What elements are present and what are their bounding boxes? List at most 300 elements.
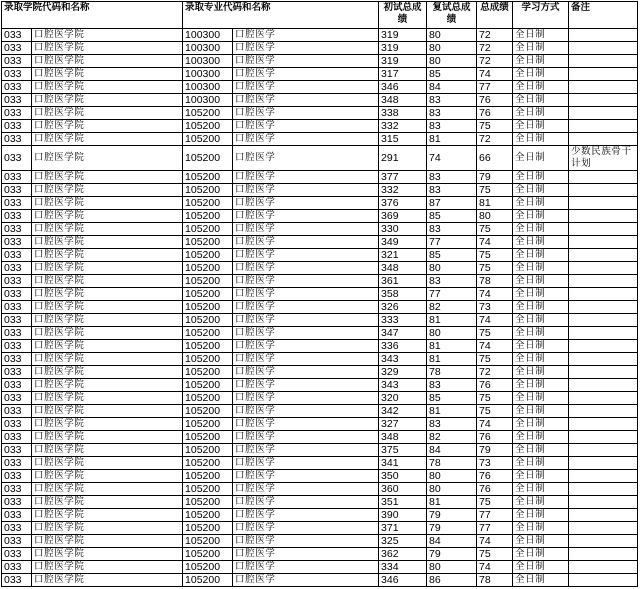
major-code-cell: 105200 — [183, 444, 233, 457]
total-score-cell: 75 — [477, 353, 513, 366]
table-row — [2, 327, 638, 340]
prelim-score-cell: 361 — [379, 275, 427, 288]
prelim-score-cell: 360 — [379, 483, 427, 496]
college-code-cell: 033 — [2, 262, 32, 275]
table-row — [2, 223, 638, 236]
study-mode-cell: 全日制 — [513, 470, 569, 483]
total-score-cell: 76 — [477, 431, 513, 444]
total-score-cell: 77 — [477, 81, 513, 94]
major-code-cell: 105200 — [183, 171, 233, 184]
total-score-cell: 74 — [477, 68, 513, 81]
college-name-cell: 口腔医学院 — [32, 146, 183, 171]
prelim-score-cell: 319 — [379, 42, 427, 55]
table-row — [2, 42, 638, 55]
prelim-score-cell: 332 — [379, 120, 427, 133]
retest-score-cell: 81 — [427, 133, 477, 146]
remark-cell — [569, 197, 638, 210]
retest-score-cell: 80 — [427, 42, 477, 55]
college-code-cell: 033 — [2, 223, 32, 236]
table-row — [2, 120, 638, 133]
major-code-cell: 105200 — [183, 561, 233, 574]
college-name-cell: 口腔医学院 — [32, 210, 183, 223]
retest-score-cell: 85 — [427, 392, 477, 405]
remark-cell — [569, 120, 638, 133]
retest-score-cell: 86 — [427, 574, 477, 587]
major-code-cell: 105200 — [183, 223, 233, 236]
major-code-cell: 105200 — [183, 483, 233, 496]
college-code-cell: 033 — [2, 431, 32, 444]
retest-score-cell: 80 — [427, 29, 477, 42]
remark-cell — [569, 262, 638, 275]
total-score-cell: 79 — [477, 444, 513, 457]
college-name-cell: 口腔医学院 — [32, 561, 183, 574]
major-code-cell: 105200 — [183, 133, 233, 146]
major-name-cell: 口腔医学 — [233, 392, 379, 405]
major-name-cell: 口腔医学 — [233, 262, 379, 275]
total-score-cell: 75 — [477, 327, 513, 340]
total-score-cell: 74 — [477, 535, 513, 548]
major-code-cell: 105200 — [183, 457, 233, 470]
college-name-cell: 口腔医学院 — [32, 236, 183, 249]
prelim-score-cell: 341 — [379, 457, 427, 470]
college-name-cell: 口腔医学院 — [32, 431, 183, 444]
total-score-cell: 76 — [477, 107, 513, 120]
college-name-cell: 口腔医学院 — [32, 68, 183, 81]
major-name-cell: 口腔医学 — [233, 42, 379, 55]
major-name-cell: 口腔医学 — [233, 223, 379, 236]
college-code-cell: 033 — [2, 249, 32, 262]
retest-score-cell: 83 — [427, 94, 477, 107]
major-name-cell: 口腔医学 — [233, 236, 379, 249]
major-name-cell: 口腔医学 — [233, 133, 379, 146]
total-score-cell: 76 — [477, 483, 513, 496]
study-mode-cell: 全日制 — [513, 236, 569, 249]
major-name-cell: 口腔医学 — [233, 314, 379, 327]
major-code-cell: 105200 — [183, 535, 233, 548]
retest-score-cell: 83 — [427, 107, 477, 120]
major-name-cell: 口腔医学 — [233, 68, 379, 81]
retest-score-cell: 85 — [427, 68, 477, 81]
total-score-cell: 78 — [477, 275, 513, 288]
major-code-cell: 105200 — [183, 431, 233, 444]
college-code-cell: 033 — [2, 366, 32, 379]
major-code-cell: 105200 — [183, 262, 233, 275]
table-row — [2, 340, 638, 353]
table-row — [2, 496, 638, 509]
college-name-cell: 口腔医学院 — [32, 548, 183, 561]
study-mode-cell: 全日制 — [513, 301, 569, 314]
study-mode-cell: 全日制 — [513, 392, 569, 405]
retest-score-cell: 84 — [427, 444, 477, 457]
remark-cell — [569, 327, 638, 340]
header-retest-score: 复试总成绩 — [427, 2, 477, 29]
major-name-cell: 口腔医学 — [233, 94, 379, 107]
major-code-cell: 105200 — [183, 353, 233, 366]
prelim-score-cell: 338 — [379, 107, 427, 120]
prelim-score-cell: 317 — [379, 68, 427, 81]
college-code-cell: 033 — [2, 275, 32, 288]
study-mode-cell: 全日制 — [513, 561, 569, 574]
remark-cell — [569, 379, 638, 392]
college-name-cell: 口腔医学院 — [32, 509, 183, 522]
college-code-cell: 033 — [2, 327, 32, 340]
remark-cell — [569, 392, 638, 405]
table-row — [2, 314, 638, 327]
retest-score-cell: 81 — [427, 353, 477, 366]
total-score-cell: 74 — [477, 314, 513, 327]
college-code-cell: 033 — [2, 561, 32, 574]
table-row — [2, 68, 638, 81]
study-mode-cell: 全日制 — [513, 535, 569, 548]
prelim-score-cell: 390 — [379, 509, 427, 522]
prelim-score-cell: 332 — [379, 184, 427, 197]
remark-cell — [569, 288, 638, 301]
total-score-cell: 75 — [477, 496, 513, 509]
prelim-score-cell: 336 — [379, 340, 427, 353]
header-study-mode: 学习方式 — [513, 2, 569, 29]
total-score-cell: 73 — [477, 457, 513, 470]
college-name-cell: 口腔医学院 — [32, 42, 183, 55]
retest-score-cell: 84 — [427, 535, 477, 548]
prelim-score-cell: 333 — [379, 314, 427, 327]
table-row — [2, 94, 638, 107]
table-row — [2, 457, 638, 470]
retest-score-cell: 80 — [427, 55, 477, 68]
college-name-cell: 口腔医学院 — [32, 314, 183, 327]
study-mode-cell: 全日制 — [513, 340, 569, 353]
major-name-cell: 口腔医学 — [233, 197, 379, 210]
college-code-cell: 033 — [2, 288, 32, 301]
prelim-score-cell: 327 — [379, 418, 427, 431]
retest-score-cell: 81 — [427, 340, 477, 353]
major-name-cell: 口腔医学 — [233, 107, 379, 120]
college-name-cell: 口腔医学院 — [32, 249, 183, 262]
prelim-score-cell: 321 — [379, 249, 427, 262]
major-name-cell: 口腔医学 — [233, 548, 379, 561]
retest-score-cell: 80 — [427, 327, 477, 340]
table-row — [2, 288, 638, 301]
header-total-score: 总成绩 — [477, 2, 513, 29]
table-row — [2, 444, 638, 457]
prelim-score-cell: 315 — [379, 133, 427, 146]
major-code-cell: 100300 — [183, 29, 233, 42]
retest-score-cell: 83 — [427, 171, 477, 184]
study-mode-cell: 全日制 — [513, 431, 569, 444]
remark-cell — [569, 184, 638, 197]
prelim-score-cell: 362 — [379, 548, 427, 561]
total-score-cell: 75 — [477, 120, 513, 133]
major-code-cell: 105200 — [183, 340, 233, 353]
college-name-cell: 口腔医学院 — [32, 418, 183, 431]
retest-score-cell: 87 — [427, 197, 477, 210]
college-code-cell: 033 — [2, 535, 32, 548]
major-code-cell: 105200 — [183, 275, 233, 288]
major-name-cell: 口腔医学 — [233, 210, 379, 223]
college-name-cell: 口腔医学院 — [32, 197, 183, 210]
major-name-cell: 口腔医学 — [233, 509, 379, 522]
table-row — [2, 574, 638, 587]
retest-score-cell: 83 — [427, 379, 477, 392]
major-name-cell: 口腔医学 — [233, 470, 379, 483]
prelim-score-cell: 371 — [379, 522, 427, 535]
prelim-score-cell: 343 — [379, 379, 427, 392]
total-score-cell: 77 — [477, 522, 513, 535]
study-mode-cell: 全日制 — [513, 522, 569, 535]
college-code-cell: 033 — [2, 236, 32, 249]
college-name-cell: 口腔医学院 — [32, 223, 183, 236]
college-name-cell: 口腔医学院 — [32, 574, 183, 587]
major-code-cell: 105200 — [183, 392, 233, 405]
retest-score-cell: 78 — [427, 457, 477, 470]
major-name-cell: 口腔医学 — [233, 418, 379, 431]
college-name-cell: 口腔医学院 — [32, 94, 183, 107]
table-row — [2, 197, 638, 210]
college-name-cell: 口腔医学院 — [32, 171, 183, 184]
major-code-cell: 105200 — [183, 522, 233, 535]
table-row — [2, 470, 638, 483]
major-code-cell: 105200 — [183, 327, 233, 340]
prelim-score-cell: 326 — [379, 301, 427, 314]
table-row — [2, 405, 638, 418]
study-mode-cell: 全日制 — [513, 405, 569, 418]
study-mode-cell: 全日制 — [513, 509, 569, 522]
total-score-cell: 75 — [477, 392, 513, 405]
remark-cell — [569, 314, 638, 327]
total-score-cell: 74 — [477, 236, 513, 249]
prelim-score-cell: 375 — [379, 444, 427, 457]
total-score-cell: 74 — [477, 288, 513, 301]
retest-score-cell: 81 — [427, 314, 477, 327]
prelim-score-cell: 351 — [379, 496, 427, 509]
retest-score-cell: 83 — [427, 275, 477, 288]
college-code-cell: 033 — [2, 68, 32, 81]
total-score-cell: 74 — [477, 561, 513, 574]
major-name-cell: 口腔医学 — [233, 55, 379, 68]
remark-cell — [569, 483, 638, 496]
total-score-cell: 73 — [477, 301, 513, 314]
major-code-cell: 105200 — [183, 496, 233, 509]
major-name-cell: 口腔医学 — [233, 81, 379, 94]
major-code-cell: 105200 — [183, 184, 233, 197]
total-score-cell: 72 — [477, 29, 513, 42]
major-name-cell: 口腔医学 — [233, 496, 379, 509]
college-code-cell: 033 — [2, 418, 32, 431]
study-mode-cell: 全日制 — [513, 418, 569, 431]
college-name-cell: 口腔医学院 — [32, 470, 183, 483]
remark-cell — [569, 470, 638, 483]
major-name-cell: 口腔医学 — [233, 379, 379, 392]
college-code-cell: 033 — [2, 340, 32, 353]
total-score-cell: 80 — [477, 210, 513, 223]
retest-score-cell: 85 — [427, 210, 477, 223]
college-code-cell: 033 — [2, 171, 32, 184]
college-name-cell: 口腔医学院 — [32, 496, 183, 509]
college-name-cell: 口腔医学院 — [32, 353, 183, 366]
retest-score-cell: 83 — [427, 120, 477, 133]
table-row — [2, 184, 638, 197]
total-score-cell: 81 — [477, 197, 513, 210]
study-mode-cell: 全日制 — [513, 68, 569, 81]
major-name-cell: 口腔医学 — [233, 301, 379, 314]
major-name-cell: 口腔医学 — [233, 522, 379, 535]
study-mode-cell: 全日制 — [513, 210, 569, 223]
college-code-cell: 033 — [2, 353, 32, 366]
college-code-cell: 033 — [2, 496, 32, 509]
remark-cell — [569, 210, 638, 223]
major-code-cell: 100300 — [183, 42, 233, 55]
major-name-cell: 口腔医学 — [233, 275, 379, 288]
college-code-cell: 033 — [2, 470, 32, 483]
study-mode-cell: 全日制 — [513, 42, 569, 55]
table-row — [2, 379, 638, 392]
study-mode-cell: 全日制 — [513, 574, 569, 587]
study-mode-cell: 全日制 — [513, 314, 569, 327]
total-score-cell: 75 — [477, 223, 513, 236]
college-name-cell: 口腔医学院 — [32, 522, 183, 535]
major-code-cell: 105200 — [183, 509, 233, 522]
remark-cell — [569, 431, 638, 444]
table-row — [2, 522, 638, 535]
college-name-cell: 口腔医学院 — [32, 457, 183, 470]
remark-cell — [569, 418, 638, 431]
major-code-cell: 105200 — [183, 418, 233, 431]
college-code-cell: 033 — [2, 146, 32, 171]
prelim-score-cell: 377 — [379, 171, 427, 184]
table-row — [2, 210, 638, 223]
prelim-score-cell: 347 — [379, 327, 427, 340]
total-score-cell: 76 — [477, 379, 513, 392]
major-code-cell: 100300 — [183, 55, 233, 68]
total-score-cell: 72 — [477, 133, 513, 146]
major-name-cell: 口腔医学 — [233, 483, 379, 496]
remark-cell: 少数民族骨干计划 — [569, 146, 638, 171]
header-major: 录取专业代码和名称 — [183, 2, 379, 29]
college-code-cell: 033 — [2, 81, 32, 94]
table-row — [2, 483, 638, 496]
prelim-score-cell: 369 — [379, 210, 427, 223]
study-mode-cell: 全日制 — [513, 107, 569, 120]
college-code-cell: 033 — [2, 392, 32, 405]
prelim-score-cell: 349 — [379, 236, 427, 249]
college-code-cell: 033 — [2, 509, 32, 522]
retest-score-cell: 74 — [427, 146, 477, 171]
retest-score-cell: 79 — [427, 548, 477, 561]
remark-cell — [569, 107, 638, 120]
study-mode-cell: 全日制 — [513, 133, 569, 146]
college-name-cell: 口腔医学院 — [32, 55, 183, 68]
total-score-cell: 74 — [477, 418, 513, 431]
major-name-cell: 口腔医学 — [233, 457, 379, 470]
major-code-cell: 105200 — [183, 470, 233, 483]
remark-cell — [569, 444, 638, 457]
college-name-cell: 口腔医学院 — [32, 405, 183, 418]
retest-score-cell: 83 — [427, 223, 477, 236]
college-code-cell: 033 — [2, 42, 32, 55]
major-code-cell: 105200 — [183, 288, 233, 301]
table-body — [2, 29, 638, 587]
remark-cell — [569, 94, 638, 107]
table-row — [2, 431, 638, 444]
college-code-cell: 033 — [2, 548, 32, 561]
prelim-score-cell: 320 — [379, 392, 427, 405]
major-code-cell: 100300 — [183, 68, 233, 81]
total-score-cell: 75 — [477, 184, 513, 197]
total-score-cell: 76 — [477, 470, 513, 483]
total-score-cell: 66 — [477, 146, 513, 171]
study-mode-cell: 全日制 — [513, 171, 569, 184]
header-remark: 备注 — [569, 2, 638, 29]
college-code-cell: 033 — [2, 301, 32, 314]
remark-cell — [569, 275, 638, 288]
study-mode-cell: 全日制 — [513, 146, 569, 171]
remark-cell — [569, 340, 638, 353]
study-mode-cell: 全日制 — [513, 55, 569, 68]
college-code-cell: 033 — [2, 29, 32, 42]
table-row — [2, 418, 638, 431]
college-name-cell: 口腔医学院 — [32, 340, 183, 353]
major-code-cell: 105200 — [183, 197, 233, 210]
table-row — [2, 236, 638, 249]
major-name-cell: 口腔医学 — [233, 288, 379, 301]
major-name-cell: 口腔医学 — [233, 184, 379, 197]
major-name-cell: 口腔医学 — [233, 535, 379, 548]
table-row — [2, 275, 638, 288]
remark-cell — [569, 133, 638, 146]
college-name-cell: 口腔医学院 — [32, 379, 183, 392]
retest-score-cell: 80 — [427, 561, 477, 574]
retest-score-cell: 81 — [427, 405, 477, 418]
college-code-cell: 033 — [2, 184, 32, 197]
study-mode-cell: 全日制 — [513, 120, 569, 133]
major-name-cell: 口腔医学 — [233, 431, 379, 444]
major-code-cell: 105200 — [183, 574, 233, 587]
major-code-cell: 105200 — [183, 366, 233, 379]
remark-cell — [569, 535, 638, 548]
total-score-cell: 72 — [477, 55, 513, 68]
remark-cell — [569, 366, 638, 379]
major-name-cell: 口腔医学 — [233, 353, 379, 366]
table-row — [2, 535, 638, 548]
remark-cell — [569, 548, 638, 561]
major-name-cell: 口腔医学 — [233, 574, 379, 587]
retest-score-cell: 79 — [427, 522, 477, 535]
total-score-cell: 76 — [477, 94, 513, 107]
study-mode-cell: 全日制 — [513, 197, 569, 210]
header-row — [2, 2, 638, 29]
college-code-cell: 033 — [2, 314, 32, 327]
study-mode-cell: 全日制 — [513, 249, 569, 262]
major-code-cell: 105200 — [183, 405, 233, 418]
college-code-cell: 033 — [2, 133, 32, 146]
study-mode-cell: 全日制 — [513, 366, 569, 379]
retest-score-cell: 84 — [427, 81, 477, 94]
remark-cell — [569, 249, 638, 262]
college-code-cell: 033 — [2, 522, 32, 535]
retest-score-cell: 81 — [427, 496, 477, 509]
major-name-cell: 口腔医学 — [233, 249, 379, 262]
table-row — [2, 561, 638, 574]
retest-score-cell: 77 — [427, 236, 477, 249]
retest-score-cell: 85 — [427, 249, 477, 262]
prelim-score-cell: 348 — [379, 94, 427, 107]
college-code-cell: 033 — [2, 55, 32, 68]
table-row — [2, 548, 638, 561]
table-row — [2, 171, 638, 184]
retest-score-cell: 83 — [427, 418, 477, 431]
prelim-score-cell: 348 — [379, 262, 427, 275]
college-code-cell: 033 — [2, 197, 32, 210]
college-name-cell: 口腔医学院 — [32, 29, 183, 42]
